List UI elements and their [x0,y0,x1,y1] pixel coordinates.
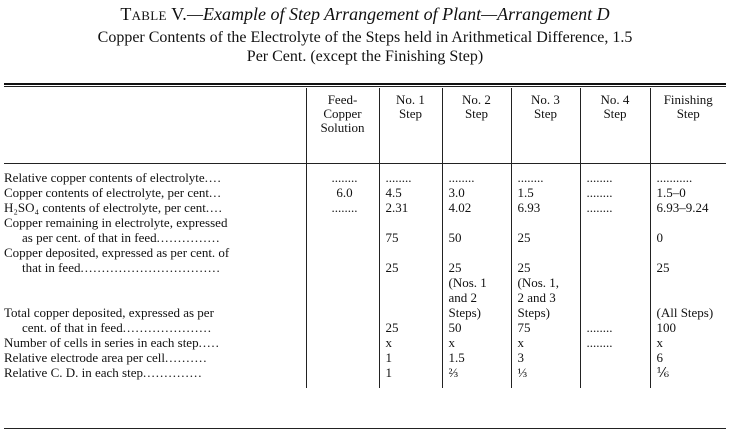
leader-dots: .... [205,200,223,215]
row-label-text: Total copper deposited, expressed as per [4,305,214,320]
table-cell: ........ [580,164,650,186]
table-cell [306,350,379,365]
table-row [4,245,726,260]
table-cell: 4.02 [442,200,511,215]
table-cell [379,290,442,305]
table-cell [580,305,650,320]
row-label [4,200,306,215]
table-cell: ........ [306,164,379,186]
table-cell: ........ [580,185,650,200]
table-cell: 25 [379,260,442,275]
table-cell: 0 [650,230,726,245]
table-cell: 6.0 [306,185,379,200]
table-cell [580,290,650,305]
table-cell: 1 [379,350,442,365]
table-cell: 75 [379,230,442,245]
leader-dots: .... [204,170,222,185]
bottom-rule [4,428,726,429]
leader-dots: ..................... [122,320,212,335]
table-cell [306,365,379,388]
table-cell: x [379,335,442,350]
table-cell [580,365,650,388]
table-cell: x [650,335,726,350]
leader-dots: ................................. [80,260,221,275]
table-cell [379,275,442,290]
table-cell [580,245,650,260]
table-cell: ........ [442,164,511,186]
leader-dots: .......... [164,350,208,365]
table-cell: ........... [650,164,726,186]
table-cell [379,305,442,320]
leader-dots: ... [209,185,222,200]
table-cell: 25 [379,320,442,335]
table-cell: 75 [511,320,580,335]
row-label-text: Copper deposited, expressed as per cent. of [4,245,230,260]
row-label-text: Relative electrode area per cell [4,350,165,365]
table-cell: (Nos. 1, [511,275,580,290]
table-cell: 1 [379,365,442,388]
leader-dots: ..... [198,335,220,350]
table-cell [306,245,379,260]
row-label-text: Relative C. D. in each step [4,365,143,380]
data-table [4,88,726,388]
header-stub [4,88,306,164]
table-cell [306,290,379,305]
table-row [4,260,726,275]
table-row [4,290,726,305]
table-cell [650,275,726,290]
table-cell: x [442,335,511,350]
row-label [4,245,306,260]
table-row [4,275,726,290]
table-cell [511,245,580,260]
table-title [0,4,730,24]
table-cell: (All Steps) [650,305,726,320]
table-cell: 1.5 [511,185,580,200]
row-label-text: Number of cells in series in each step [4,335,199,350]
table-cell: 3.0 [442,185,511,200]
table-cell [580,215,650,230]
table-cell [580,275,650,290]
row-label [4,185,306,200]
table-cell: 3 [511,350,580,365]
table-cell [306,230,379,245]
table-cell: 1.5–0 [650,185,726,200]
row-label [4,164,306,186]
table-row [4,185,726,200]
table-cell: ........ [580,335,650,350]
column-header-finishing: Finishing Step [650,88,726,164]
table-row [4,350,726,365]
row-label-text: Copper remaining in electrolyte, expressed [4,215,228,230]
row-label [4,290,306,305]
row-label [4,230,306,245]
table-cell [306,215,379,230]
table-cell: 6.93 [511,200,580,215]
row-label-text: as per cent. of that in feed [22,230,157,245]
column-header-step-4: No. 4 Step [580,88,650,164]
table-row [4,200,726,215]
table-cell: 25 [511,260,580,275]
column-header-step-1: No. 1 Step [379,88,442,164]
table-row [4,215,726,230]
table-row [4,164,726,186]
table-label: Table V. [120,4,188,24]
table-cell: Steps) [442,305,511,320]
table-cell [306,335,379,350]
row-label [4,305,306,320]
table-cell [442,215,511,230]
table-cell: 25 [650,260,726,275]
table-cell: (Nos. 1 [442,275,511,290]
table-row [4,305,726,320]
table-cell: ........ [306,200,379,215]
leader-dots: ............... [156,230,221,245]
leader-dots: .............. [143,365,203,380]
row-label-text: Copper contents of electrolyte, per cent [4,185,210,200]
table-cell [379,245,442,260]
row-label-text: Relative copper contents of electrolyte [4,170,205,185]
row-label [4,215,306,230]
table-cell: 2 and 3 [511,290,580,305]
table-cell [442,245,511,260]
table-cell: 1.5 [442,350,511,365]
table-cell [306,260,379,275]
table-body [4,164,726,389]
table-cell: ........ [580,200,650,215]
table-cell [650,290,726,305]
table-cell [511,215,580,230]
table-cell: 2.31 [379,200,442,215]
table-cell: ........ [511,164,580,186]
table-cell: ........ [379,164,442,186]
row-label [4,260,306,275]
table-cell [650,245,726,260]
table-cell: ⅙ [650,365,726,388]
row-label [4,365,306,388]
table-cell [379,215,442,230]
table-cell [306,320,379,335]
column-header-feed: Feed- Copper Solution [306,88,379,164]
table-row [4,230,726,245]
top-rule [4,83,726,85]
row-label [4,320,306,335]
table-cell: ⅓ [511,365,580,388]
table-cell [306,305,379,320]
table-cell [580,230,650,245]
column-header-step-3: No. 3 Step [511,88,580,164]
table-cell: Steps) [511,305,580,320]
table-cell: 4.5 [379,185,442,200]
table-row [4,335,726,350]
table-cell [580,260,650,275]
table-cell: 100 [650,320,726,335]
table-cell [580,350,650,365]
top-rule-thin [4,86,726,87]
row-label-text: that in feed [22,260,81,275]
table-cell: 6.93–9.24 [650,200,726,215]
table-cell: 50 [442,320,511,335]
column-header-step-2: No. 2 Step [442,88,511,164]
table-cell [650,215,726,230]
table-cell: 50 [442,230,511,245]
subtitle-line: Per Cent. (except the Finishing Step) [246,48,484,65]
row-label [4,275,306,290]
row-label-text: H₂SO₄ contents of electrolyte, per cent [4,200,206,215]
table-cell: 25 [442,260,511,275]
table-cell: 6 [650,350,726,365]
row-label [4,335,306,350]
table-cell: 25 [511,230,580,245]
table-row [4,320,726,335]
table-row [4,365,726,388]
table-cell: ........ [580,320,650,335]
header-row [4,88,726,164]
table-cell: x [511,335,580,350]
table-cell: ⅔ [442,365,511,388]
row-label [4,350,306,365]
row-label-text: cent. of that in feed [22,320,123,335]
table-subtitle [0,28,730,66]
table-cell [306,275,379,290]
table-caption: —Example of Step Arrangement of Plant—Arrangement D [187,4,610,24]
subtitle-line: Copper Contents of the Electrolyte of the Steps held in Arithmetical Difference, 1.5 [97,29,633,46]
table-cell: and 2 [442,290,511,305]
